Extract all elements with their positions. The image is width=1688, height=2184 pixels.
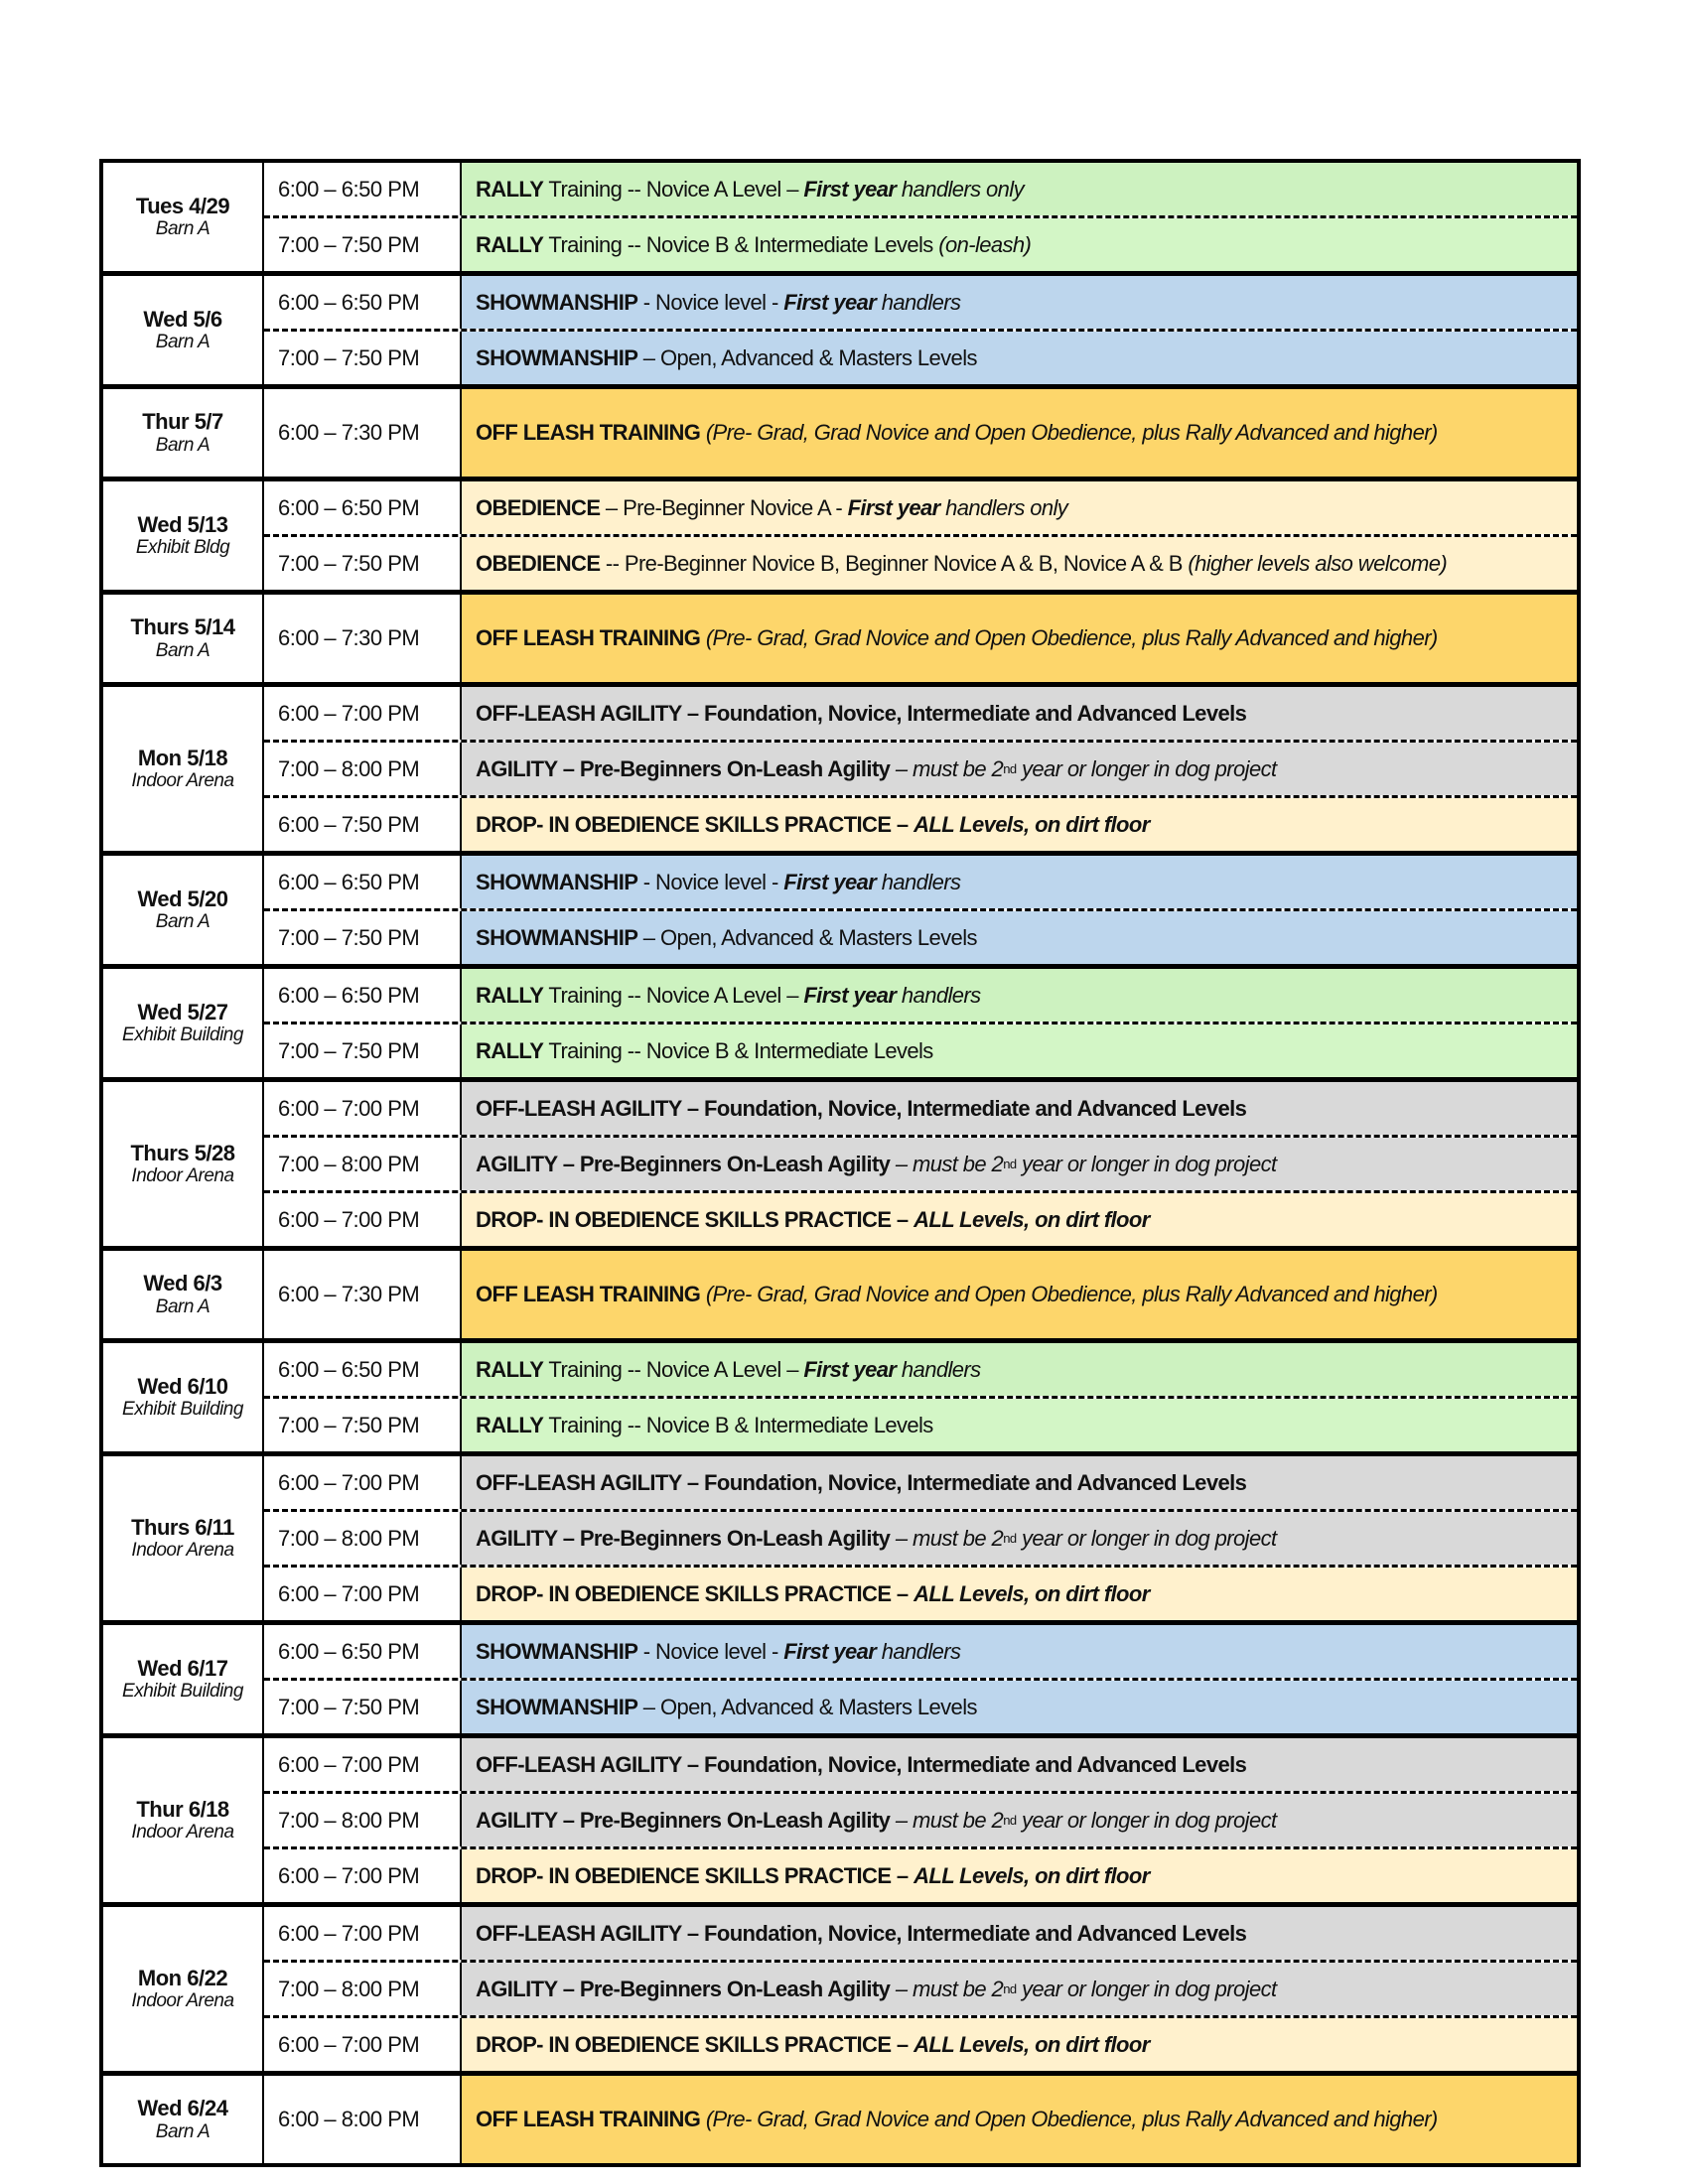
date-cell xyxy=(103,595,264,682)
session-row xyxy=(264,276,1577,329)
session-activity xyxy=(462,595,1577,682)
date-location: Barn A xyxy=(155,1296,211,1317)
activity-text-segment: AGILITY – Pre-Beginners On-Leash Agility xyxy=(476,1807,891,1833)
session-row xyxy=(264,481,1577,534)
date-cell xyxy=(103,481,264,590)
session-rows xyxy=(264,969,1577,1077)
date-location: Indoor Arena xyxy=(131,1990,234,2012)
date-location: Barn A xyxy=(155,332,211,353)
activity-text-segment: year or longer in dog project xyxy=(1016,755,1277,781)
session-rows xyxy=(264,1082,1577,1246)
activity-text-segment: – Open, Advanced & Masters Levels xyxy=(637,1694,977,1719)
session-row xyxy=(264,1960,1577,2015)
session-time: 6:00 – 6:50 PM xyxy=(264,856,462,908)
date-group xyxy=(103,1451,1577,1620)
activity-text-segment: OFF-LEASH AGILITY – Foundation, Novice, Intermediate and Advanced Levels xyxy=(476,1469,1247,1495)
schedule-table xyxy=(99,159,1581,2167)
date-cell xyxy=(103,1343,264,1451)
session-row xyxy=(264,163,1577,215)
session-row xyxy=(264,595,1577,682)
activity-text-segment: Training -- Novice A Level – xyxy=(543,176,804,202)
activity-text-segment: First year xyxy=(783,1638,877,1664)
date-day: Thurs 5/28 xyxy=(130,1140,235,1165)
date-day: Thur 6/18 xyxy=(136,1796,229,1822)
session-activity xyxy=(462,332,1577,384)
activity-text-segment: – must be 2 xyxy=(890,1807,1004,1833)
session-time: 6:00 – 6:50 PM xyxy=(264,276,462,329)
session-activity xyxy=(462,856,1577,908)
date-cell xyxy=(103,1456,264,1620)
session-time: 7:00 – 7:50 PM xyxy=(264,332,462,384)
date-group xyxy=(103,590,1577,682)
activity-text-segment: DROP- IN OBEDIENCE SKILLS PRACTICE – xyxy=(476,1862,914,1888)
session-activity xyxy=(462,1193,1577,1246)
date-location: Indoor Arena xyxy=(131,770,234,792)
date-location: Barn A xyxy=(155,218,211,240)
session-row xyxy=(264,908,1577,964)
date-cell xyxy=(103,1625,264,1733)
activity-text-segment: handlers xyxy=(876,869,961,894)
session-time: 6:00 – 7:00 PM xyxy=(264,1738,462,1791)
activity-text-segment: DROP- IN OBEDIENCE SKILLS PRACTICE – xyxy=(476,1580,914,1606)
date-group xyxy=(103,477,1577,590)
activity-text-segment: - Novice level - xyxy=(637,289,784,315)
session-row xyxy=(264,1456,1577,1509)
session-row xyxy=(264,389,1577,477)
activity-text-segment: - Novice level - xyxy=(637,869,784,894)
session-activity xyxy=(462,1568,1577,1620)
activity-text-segment: SHOWMANSHIP xyxy=(476,924,638,950)
date-group xyxy=(103,1338,1577,1451)
date-location: Exhibit Building xyxy=(122,1024,243,1046)
session-row xyxy=(264,1022,1577,1077)
date-group xyxy=(103,1246,1577,1338)
session-activity xyxy=(462,1456,1577,1509)
session-row xyxy=(264,1343,1577,1396)
session-time: 6:00 – 6:50 PM xyxy=(264,163,462,215)
activity-text-segment: OFF-LEASH AGILITY – Foundation, Novice, Intermediate and Advanced Levels xyxy=(476,1920,1247,1946)
activity-text-segment: year or longer in dog project xyxy=(1016,1151,1277,1176)
date-cell xyxy=(103,1251,264,1338)
session-rows xyxy=(264,595,1577,682)
session-activity xyxy=(462,389,1577,477)
session-rows xyxy=(264,1456,1577,1620)
session-rows xyxy=(264,2076,1577,2163)
session-rows xyxy=(264,687,1577,851)
session-rows xyxy=(264,163,1577,271)
date-group xyxy=(103,163,1577,271)
session-time: 6:00 – 7:30 PM xyxy=(264,1251,462,1338)
session-time: 6:00 – 7:30 PM xyxy=(264,389,462,477)
date-group xyxy=(103,2071,1577,2163)
activity-text-segment: RALLY xyxy=(476,1356,544,1382)
activity-text-segment: OFF-LEASH AGILITY – Foundation, Novice, Intermediate and Advanced Levels xyxy=(476,1751,1247,1777)
session-rows xyxy=(264,1251,1577,1338)
date-day: Thurs 6/11 xyxy=(131,1514,234,1540)
activity-text-segment: - Novice level - xyxy=(637,1638,784,1664)
activity-text-segment: – Pre-Beginner Novice A - xyxy=(600,494,848,520)
session-activity: AGILITY – Pre-Beginners On-Leash Agility – must be 2 nd year or longer in dog project xyxy=(462,743,1577,795)
activity-text-segment: (Pre- Grad, Grad Novice and Open Obedience, plus Rally Advanced and higher) xyxy=(700,625,1438,650)
activity-text-segment: – Open, Advanced & Masters Levels xyxy=(637,924,977,950)
activity-text-segment: handlers only xyxy=(939,494,1068,520)
activity-text-segment: (Pre- Grad, Grad Novice and Open Obedience, plus Rally Advanced and higher) xyxy=(700,1282,1438,1306)
activity-text-segment: handlers only xyxy=(896,176,1024,202)
session-row xyxy=(264,1625,1577,1678)
activity-text-segment: AGILITY – Pre-Beginners On-Leash Agility xyxy=(476,755,891,781)
session-activity xyxy=(462,687,1577,740)
activity-text-segment: ALL Levels, on dirt floor xyxy=(914,1580,1150,1606)
session-rows xyxy=(264,389,1577,477)
session-time: 6:00 – 8:00 PM xyxy=(264,2076,462,2163)
activity-text-segment: handlers xyxy=(896,982,981,1008)
session-activity xyxy=(462,163,1577,215)
date-day: Wed 5/20 xyxy=(137,886,228,911)
session-time: 6:00 – 6:50 PM xyxy=(264,1343,462,1396)
activity-text-segment: year or longer in dog project xyxy=(1016,1807,1277,1833)
session-row xyxy=(264,1846,1577,1902)
date-group xyxy=(103,271,1577,384)
session-activity xyxy=(462,1024,1577,1077)
session-time: 7:00 – 8:00 PM xyxy=(264,1794,462,1846)
date-location: Barn A xyxy=(155,2120,211,2142)
session-activity: AGILITY – Pre-Beginners On-Leash Agility – must be 2 nd year or longer in dog project xyxy=(462,1963,1577,2015)
activity-text-segment: First year xyxy=(783,289,877,315)
activity-text-segment: OFF LEASH TRAINING xyxy=(476,1282,701,1306)
session-row xyxy=(264,1678,1577,1733)
session-rows xyxy=(264,856,1577,964)
activity-text-segment: SHOWMANSHIP xyxy=(476,869,638,894)
activity-text-segment: -- Pre-Beginner Novice B, Beginner Novice A & B, Novice A & B xyxy=(600,550,1189,576)
session-row xyxy=(264,1907,1577,1960)
session-time: 7:00 – 8:00 PM xyxy=(264,1963,462,2015)
date-cell xyxy=(103,969,264,1077)
session-row xyxy=(264,740,1577,795)
activity-text-segment: – must be 2 xyxy=(890,1976,1004,2001)
activity-text-segment: Training -- Novice A Level – xyxy=(543,1356,804,1382)
date-cell xyxy=(103,163,264,271)
activity-text-segment: OFF LEASH TRAINING xyxy=(476,625,701,650)
session-time: 7:00 – 7:50 PM xyxy=(264,218,462,271)
date-day: Thur 5/7 xyxy=(142,409,223,435)
date-day: Thurs 5/14 xyxy=(130,614,235,640)
activity-text-segment: AGILITY – Pre-Beginners On-Leash Agility xyxy=(476,1976,891,2001)
session-time: 6:00 – 7:00 PM xyxy=(264,1456,462,1509)
date-cell xyxy=(103,687,264,851)
session-time: 6:00 – 7:30 PM xyxy=(264,595,462,682)
session-rows xyxy=(264,1738,1577,1902)
session-row xyxy=(264,969,1577,1022)
session-activity xyxy=(462,798,1577,851)
date-location: Exhibit Building xyxy=(122,1681,243,1703)
session-row xyxy=(264,687,1577,740)
activity-text-segment: OFF-LEASH AGILITY – Foundation, Novice, Intermediate and Advanced Levels xyxy=(476,700,1247,726)
activity-text-segment: First year xyxy=(803,176,897,202)
session-time: 7:00 – 7:50 PM xyxy=(264,1681,462,1733)
date-group xyxy=(103,1620,1577,1733)
date-group xyxy=(103,1902,1577,2071)
date-location: Exhibit Bldg xyxy=(135,537,230,559)
session-time: 6:00 – 6:50 PM xyxy=(264,1625,462,1678)
session-activity xyxy=(462,1681,1577,1733)
activity-text-segment: ALL Levels, on dirt floor xyxy=(914,1206,1150,1232)
session-row xyxy=(264,1135,1577,1190)
date-group xyxy=(103,851,1577,964)
session-activity xyxy=(462,218,1577,271)
activity-text-segment: First year xyxy=(803,982,897,1008)
activity-text-segment: Training -- Novice B & Intermediate Levels xyxy=(543,231,939,257)
date-group xyxy=(103,682,1577,851)
date-day: Wed 6/17 xyxy=(137,1655,228,1681)
session-time: 7:00 – 8:00 PM xyxy=(264,1138,462,1190)
session-activity: AGILITY – Pre-Beginners On-Leash Agility – must be 2 nd year or longer in dog project xyxy=(462,1794,1577,1846)
session-activity xyxy=(462,1251,1577,1338)
session-activity xyxy=(462,1625,1577,1678)
session-rows xyxy=(264,1625,1577,1733)
session-rows xyxy=(264,481,1577,590)
session-activity xyxy=(462,481,1577,534)
session-activity xyxy=(462,1738,1577,1791)
date-location: Indoor Arena xyxy=(131,1540,234,1562)
activity-text-segment: First year xyxy=(803,1356,897,1382)
session-row xyxy=(264,2015,1577,2071)
date-cell xyxy=(103,1907,264,2071)
session-rows xyxy=(264,1343,1577,1451)
session-row xyxy=(264,1738,1577,1791)
activity-text-segment: RALLY xyxy=(476,176,544,202)
activity-text-segment: RALLY xyxy=(476,1037,544,1063)
activity-text-segment: AGILITY – Pre-Beginners On-Leash Agility xyxy=(476,1151,891,1176)
date-day: Wed 6/10 xyxy=(137,1373,228,1399)
session-time: 6:00 – 7:00 PM xyxy=(264,1082,462,1135)
session-time: 6:00 – 7:50 PM xyxy=(264,798,462,851)
activity-text-segment: RALLY xyxy=(476,982,544,1008)
activity-text-segment: RALLY xyxy=(476,231,544,257)
date-cell xyxy=(103,276,264,384)
activity-text-segment: handlers xyxy=(896,1356,981,1382)
activity-text-segment: Training -- Novice A Level – xyxy=(543,982,804,1008)
session-time: 7:00 – 7:50 PM xyxy=(264,537,462,590)
session-row xyxy=(264,534,1577,590)
activity-text-segment: – must be 2 xyxy=(890,755,1004,781)
date-cell xyxy=(103,389,264,477)
session-time: 6:00 – 7:00 PM xyxy=(264,1907,462,1960)
date-cell xyxy=(103,1738,264,1902)
session-row xyxy=(264,795,1577,851)
date-location: Barn A xyxy=(155,434,211,456)
session-activity xyxy=(462,1343,1577,1396)
session-activity xyxy=(462,537,1577,590)
session-time: 6:00 – 7:00 PM xyxy=(264,1193,462,1246)
activity-text-segment: (Pre- Grad, Grad Novice and Open Obedience, plus Rally Advanced and higher) xyxy=(700,2107,1438,2131)
date-day: Wed 5/6 xyxy=(143,306,222,332)
date-day: Mon 5/18 xyxy=(137,745,228,770)
activity-text-segment: – must be 2 xyxy=(890,1151,1004,1176)
date-day: Wed 5/13 xyxy=(137,511,228,537)
session-activity xyxy=(462,1399,1577,1451)
date-cell xyxy=(103,856,264,964)
activity-text-segment: Training -- Novice B & Intermediate Levels xyxy=(543,1412,933,1437)
session-time: 7:00 – 7:50 PM xyxy=(264,1399,462,1451)
activity-text-segment: – must be 2 xyxy=(890,1525,1004,1551)
activity-text-segment: OFF-LEASH AGILITY – Foundation, Novice, Intermediate and Advanced Levels xyxy=(476,1095,1247,1121)
date-day: Wed 5/27 xyxy=(137,999,228,1024)
session-rows xyxy=(264,276,1577,384)
session-time: 6:00 – 6:50 PM xyxy=(264,969,462,1022)
session-activity xyxy=(462,2076,1577,2163)
date-location: Indoor Arena xyxy=(131,1165,234,1187)
date-cell xyxy=(103,1082,264,1246)
session-time: 6:00 – 7:00 PM xyxy=(264,687,462,740)
activity-text-segment: OFF LEASH TRAINING xyxy=(476,420,701,445)
date-location: Exhibit Building xyxy=(122,1399,243,1421)
session-row xyxy=(264,1082,1577,1135)
session-row xyxy=(264,1565,1577,1620)
session-row xyxy=(264,1791,1577,1846)
activity-text-segment: SHOWMANSHIP xyxy=(476,1638,638,1664)
session-activity xyxy=(462,1907,1577,1960)
activity-text-segment: First year xyxy=(847,494,940,520)
session-row xyxy=(264,1251,1577,1338)
session-activity xyxy=(462,2018,1577,2071)
activity-text-segment: SHOWMANSHIP xyxy=(476,289,638,315)
activity-text-segment: RALLY xyxy=(476,1412,544,1437)
activity-text-segment: (higher levels also welcome) xyxy=(1188,550,1448,576)
activity-text-segment: OFF LEASH TRAINING xyxy=(476,2107,701,2131)
activity-text-segment: DROP- IN OBEDIENCE SKILLS PRACTICE – xyxy=(476,1206,914,1232)
activity-text-segment: (on-leash) xyxy=(938,231,1032,257)
date-day: Wed 6/3 xyxy=(143,1271,222,1297)
session-time: 7:00 – 8:00 PM xyxy=(264,743,462,795)
activity-text-segment: year or longer in dog project xyxy=(1016,1525,1277,1551)
activity-text-segment: (Pre- Grad, Grad Novice and Open Obedience, plus Rally Advanced and higher) xyxy=(700,420,1438,445)
activity-text-segment: OBEDIENCE xyxy=(476,494,601,520)
session-time: 7:00 – 7:50 PM xyxy=(264,911,462,964)
date-location: Indoor Arena xyxy=(131,1822,234,1843)
activity-text-segment: SHOWMANSHIP xyxy=(476,1694,638,1719)
activity-text-segment: OBEDIENCE xyxy=(476,550,601,576)
date-day: Tues 4/29 xyxy=(135,193,230,218)
session-time: 7:00 – 7:50 PM xyxy=(264,1024,462,1077)
date-location: Barn A xyxy=(155,639,211,661)
session-time: 7:00 – 8:00 PM xyxy=(264,1512,462,1565)
session-row xyxy=(264,1190,1577,1246)
session-time: 6:00 – 7:00 PM xyxy=(264,1849,462,1902)
date-day: Mon 6/22 xyxy=(137,1965,228,1990)
activity-text-segment: DROP- IN OBEDIENCE SKILLS PRACTICE – xyxy=(476,2031,914,2057)
session-row xyxy=(264,1509,1577,1565)
session-activity: AGILITY – Pre-Beginners On-Leash Agility – must be 2 nd year or longer in dog project xyxy=(462,1512,1577,1565)
date-group xyxy=(103,384,1577,477)
session-row xyxy=(264,1396,1577,1451)
session-rows xyxy=(264,1907,1577,2071)
session-row xyxy=(264,329,1577,384)
session-activity xyxy=(462,1082,1577,1135)
date-group xyxy=(103,1077,1577,1246)
session-activity: AGILITY – Pre-Beginners On-Leash Agility – must be 2 nd year or longer in dog project xyxy=(462,1138,1577,1190)
session-time: 6:00 – 6:50 PM xyxy=(264,481,462,534)
activity-text-segment: – Open, Advanced & Masters Levels xyxy=(637,344,977,370)
activity-text-segment: ALL Levels, on dirt floor xyxy=(914,2031,1150,2057)
activity-text-segment: handlers xyxy=(876,1638,961,1664)
session-time: 6:00 – 7:00 PM xyxy=(264,1568,462,1620)
session-row xyxy=(264,215,1577,271)
session-activity xyxy=(462,911,1577,964)
activity-text-segment: ALL Levels, on dirt floor xyxy=(914,1862,1150,1888)
date-cell xyxy=(103,2076,264,2163)
activity-text-segment: year or longer in dog project xyxy=(1016,1976,1277,2001)
activity-text-segment: AGILITY – Pre-Beginners On-Leash Agility xyxy=(476,1525,891,1551)
activity-text-segment: ALL Levels, on dirt floor xyxy=(914,811,1150,837)
activity-text-segment: DROP- IN OBEDIENCE SKILLS PRACTICE – xyxy=(476,811,914,837)
session-activity xyxy=(462,969,1577,1022)
date-location: Barn A xyxy=(155,911,211,933)
session-activity xyxy=(462,276,1577,329)
date-day: Wed 6/24 xyxy=(137,2096,228,2121)
session-row xyxy=(264,856,1577,908)
activity-text-segment: handlers xyxy=(876,289,961,315)
date-group xyxy=(103,1733,1577,1902)
activity-text-segment: Training -- Novice B & Intermediate Levels xyxy=(543,1037,933,1063)
date-group xyxy=(103,964,1577,1077)
session-time: 6:00 – 7:00 PM xyxy=(264,2018,462,2071)
session-activity xyxy=(462,1849,1577,1902)
activity-text-segment: First year xyxy=(783,869,877,894)
activity-text-segment: SHOWMANSHIP xyxy=(476,344,638,370)
session-row xyxy=(264,2076,1577,2163)
